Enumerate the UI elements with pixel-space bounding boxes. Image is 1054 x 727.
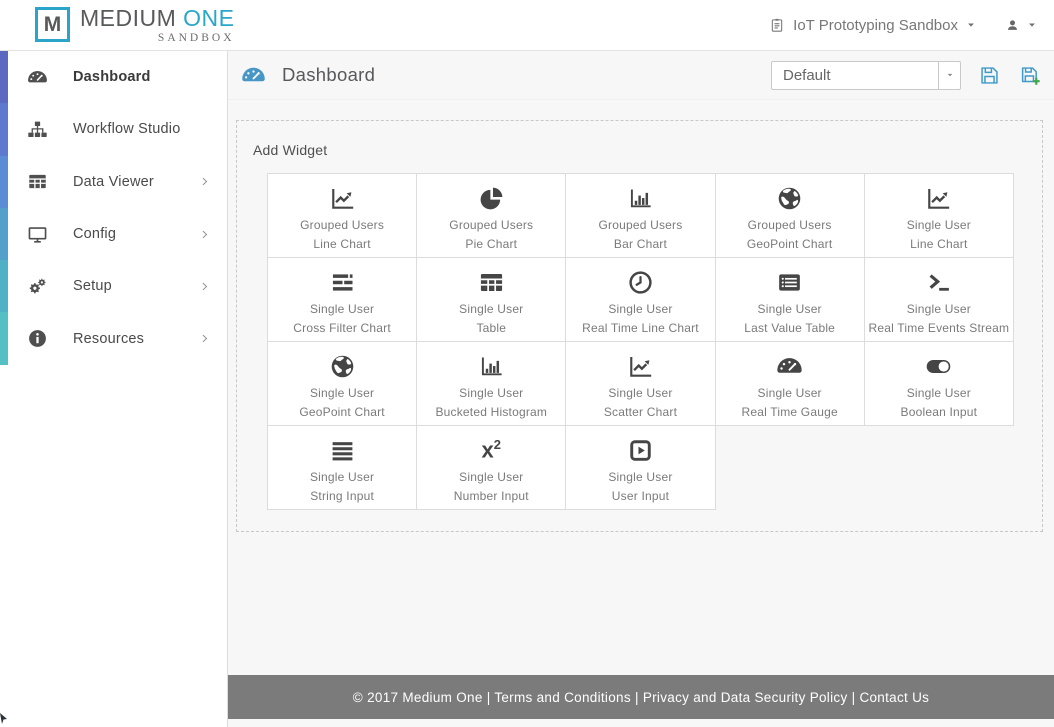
logo-brand [80, 6, 235, 31]
save-new-dashboard-button[interactable] [1020, 65, 1041, 86]
footer [228, 675, 1054, 719]
sidebar-item-workflow-studio[interactable] [0, 103, 227, 155]
footer-separator: | [847, 689, 860, 705]
topbar [0, 0, 1054, 51]
widget-scope-label: Single User [906, 386, 971, 400]
chevron-right-icon [199, 229, 210, 240]
widget-single-user-geopoint-chart[interactable] [268, 342, 417, 426]
sidebar-item-label: Setup [73, 278, 112, 295]
widget-scope-label: Single User [459, 302, 524, 316]
widget-type-label: Line Chart [313, 237, 371, 251]
list-alt-icon [773, 268, 807, 296]
logo-brand-primary: MEDIUM [80, 5, 184, 31]
user-menu[interactable] [1006, 19, 1037, 32]
footer-separator: | [630, 689, 643, 705]
widget-single-user-last-value-table[interactable] [716, 258, 865, 342]
line-chart-icon [325, 184, 359, 212]
sidebar-nav [0, 51, 227, 365]
logo-m-icon: M [35, 7, 70, 42]
widget-scope-label: Single User [608, 302, 673, 316]
widget-grouped-users-pie-chart[interactable] [417, 174, 566, 258]
sidebar-item-resources[interactable] [0, 312, 227, 364]
footer-text [353, 690, 929, 705]
widget-grouped-users-bar-chart[interactable] [566, 174, 715, 258]
bar-chart-icon [623, 184, 657, 212]
widget-scope-label: Single User [757, 386, 822, 400]
table-icon [474, 268, 508, 296]
chevron-right-icon [199, 333, 210, 344]
caret-down-icon [938, 62, 960, 89]
widget-type-label: Bar Chart [613, 237, 668, 251]
sandbox-selector-label: IoT Prototyping Sandbox [793, 16, 958, 34]
widget-type-label: GeoPoint Chart [299, 405, 385, 419]
widget-type-label: Bucketed Histogram [435, 405, 548, 419]
sidebar-item-label: Dashboard [73, 69, 151, 86]
play-square-icon [623, 436, 657, 464]
toggle-on-icon [922, 352, 956, 380]
terminal-icon [922, 268, 956, 296]
widget-scope-label: Single User [757, 302, 822, 316]
widget-single-user-line-chart[interactable] [865, 174, 1014, 258]
add-widget-panel [236, 120, 1043, 532]
clock-icon [623, 268, 657, 296]
line-chart-icon [623, 352, 657, 380]
widget-scope-label: Single User [309, 302, 375, 316]
widget-scope-label: Single User [608, 386, 673, 400]
widget-scope-label: Single User [906, 302, 971, 316]
widget-single-user-user-input[interactable] [566, 426, 715, 510]
footer-link-contact-us[interactable]: Contact Us [859, 689, 930, 705]
widget-single-user-string-input[interactable] [268, 426, 417, 510]
widget-type-label: Line Chart [910, 237, 968, 251]
widget-single-user-real-time-events-stream[interactable] [865, 258, 1014, 342]
sidebar-item-label: Config [73, 226, 117, 243]
sitemap-icon [27, 119, 48, 140]
widget-single-user-scatter-chart[interactable] [566, 342, 715, 426]
table-icon [27, 171, 48, 192]
logo-subtitle: SANDBOX [157, 32, 235, 44]
logo-text [80, 6, 235, 44]
widget-scope-label: Grouped Users [300, 218, 385, 232]
caret-down-icon [966, 20, 976, 30]
clipboard-icon [769, 17, 785, 33]
widget-type-label: User Input [611, 489, 670, 503]
desktop-icon [27, 224, 48, 245]
pie-chart-icon [474, 184, 508, 212]
sidebar-item-label: Resources [73, 330, 145, 347]
widget-single-user-table[interactable] [417, 258, 566, 342]
tachometer-icon [773, 352, 807, 380]
widget-single-user-number-input[interactable] [417, 426, 566, 510]
widget-scope-label: Grouped Users [598, 218, 683, 232]
cogs-icon [27, 276, 48, 297]
dashboard-select[interactable] [771, 61, 961, 90]
chevron-right-icon [199, 281, 210, 292]
add-widget-title: Add Widget [253, 142, 328, 158]
globe-icon [773, 184, 807, 212]
footer-link-terms-and-conditions[interactable]: Terms and Conditions [494, 689, 631, 705]
line-chart-icon [922, 184, 956, 212]
chevron-right-icon [199, 176, 210, 187]
widget-type-label: Number Input [453, 489, 529, 503]
footer-link-privacy-and-data-security-policy[interactable]: Privacy and Data Security Policy [642, 689, 848, 705]
sidebar-item-setup[interactable] [0, 260, 227, 312]
widget-scope-label: Grouped Users [449, 218, 534, 232]
widget-grid [267, 173, 1014, 510]
sidebar-item-label: Data Viewer [73, 173, 154, 190]
widget-scope-label: Single User [608, 470, 673, 484]
footer-separator: | [482, 689, 495, 705]
widget-scope-label: Grouped Users [747, 218, 832, 232]
medium-one-logo[interactable] [35, 6, 235, 44]
widget-scope-label: Single User [309, 470, 375, 484]
main-content [228, 51, 1054, 727]
widget-type-label: Table [476, 321, 507, 335]
sidebar-item-data-viewer[interactable] [0, 156, 227, 208]
cross-filter-icon [325, 268, 359, 296]
dashboard-select-value: Default [783, 66, 831, 84]
sidebar-item-config[interactable] [0, 208, 227, 260]
caret-down-icon [1027, 20, 1037, 30]
topbar-right [769, 17, 1037, 34]
sidebar-item-label: Workflow Studio [73, 121, 181, 138]
logo-brand-accent: ONE [183, 5, 235, 31]
widget-type-label: String Input [310, 489, 374, 503]
mouse-cursor-icon [0, 713, 9, 726]
widget-type-label: Scatter Chart [603, 405, 678, 419]
widget-scope-label: Single User [906, 218, 971, 232]
widget-type-label: Pie Chart [465, 237, 518, 251]
widget-single-user-boolean-input[interactable] [865, 342, 1014, 426]
widget-single-user-bucketed-histogram[interactable] [417, 342, 566, 426]
save-dashboard-button[interactable] [979, 65, 1000, 86]
widget-type-label: Real Time Events Stream [868, 321, 1010, 335]
widget-type-label: Last Value Table [744, 321, 836, 335]
sidebar-item-dashboard[interactable] [0, 51, 227, 103]
page-title: Dashboard [282, 64, 376, 85]
footer-copyright: © 2017 Medium One [352, 689, 483, 705]
widget-type-label: Real Time Gauge [741, 405, 838, 419]
user-icon [1006, 19, 1019, 32]
info-circle-icon [27, 328, 48, 349]
widget-type-label: GeoPoint Chart [746, 237, 833, 251]
widget-grouped-users-line-chart[interactable] [268, 174, 417, 258]
widget-scope-label: Single User [309, 386, 375, 400]
widget-single-user-real-time-line-chart[interactable] [566, 258, 715, 342]
widget-scope-label: Single User [459, 470, 524, 484]
layout [0, 51, 1054, 727]
widget-grouped-users-geopoint-chart[interactable] [716, 174, 865, 258]
align-justify-icon [325, 436, 359, 464]
widget-single-user-cross-filter-chart[interactable] [268, 258, 417, 342]
bar-chart-icon [474, 352, 508, 380]
globe-icon [325, 352, 359, 380]
page-header [228, 51, 1054, 100]
widget-type-label: Boolean Input [900, 405, 978, 419]
tachometer-icon [27, 67, 48, 88]
superscript-icon: $x^2$ [481, 437, 502, 463]
sidebar [0, 51, 228, 727]
dashboard-icon [241, 63, 266, 88]
widget-single-user-real-time-gauge[interactable] [716, 342, 865, 426]
widget-type-label: Cross Filter Chart [293, 321, 391, 335]
widget-scope-label: Single User [459, 386, 524, 400]
widget-type-label: Real Time Line Chart [582, 321, 699, 335]
sandbox-selector[interactable] [769, 17, 976, 34]
